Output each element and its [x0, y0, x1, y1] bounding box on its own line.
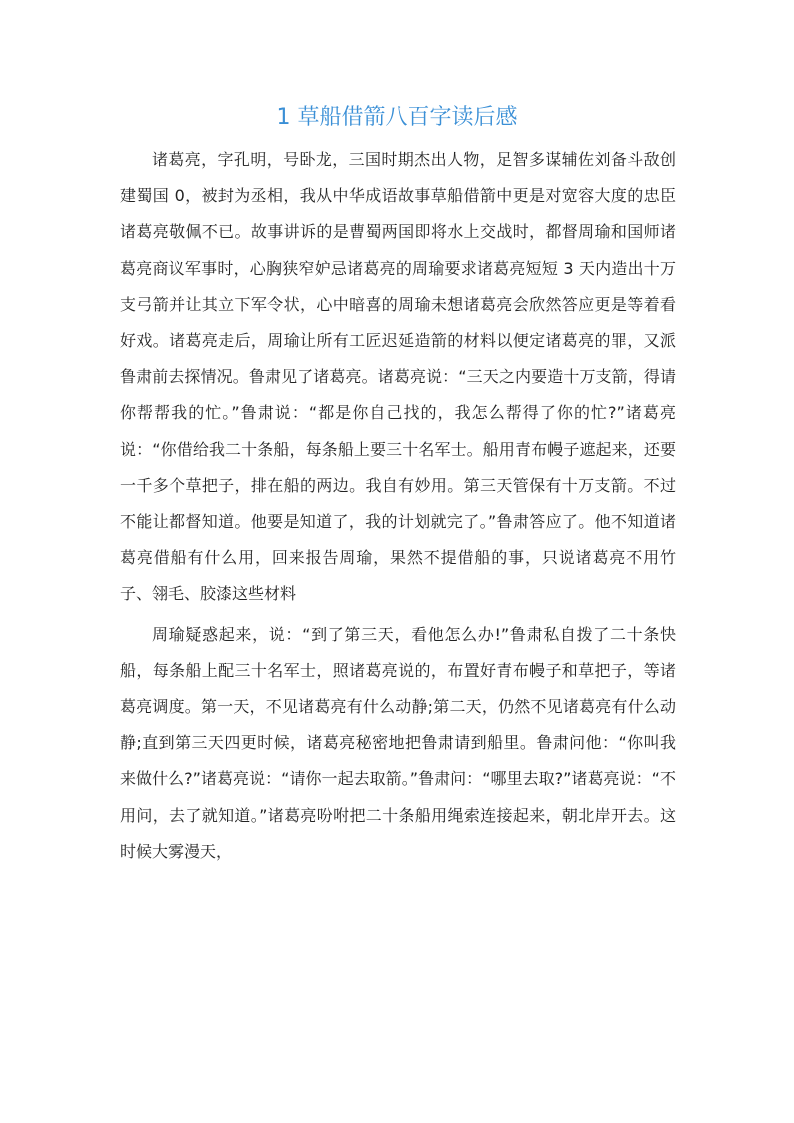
document-body: [120, 142, 676, 870]
document-title: 1 草船借箭八百字读后感: [276, 105, 518, 130]
paragraph-2: 周瑜疑惑起来，说：“到了第三天，看他怎么办!”鲁肃私自拨了二十条快船，每条船上配三十名军士，照诸葛亮说的，布置好青布幔子和草把子，等诸葛亮调度。第一天，不见诸葛亮有什么动静;第二天，仍然不见诸葛亮有什么动静;直到第三天四更时候，诸葛亮秘密地把鲁肃请到船里。鲁肃问他：“你叫我来做什么?”诸葛亮说：“请你一起去取箭。”鲁肃问：“哪里去取?”诸葛亮说：“不用问，去了就知道。”诸葛亮吩咐把二十条船用绳索连接起来，朝北岸开去。这时候大雾漫天，: [120, 624, 676, 861]
paragraph-1: 诸葛亮，字孔明，号卧龙，三国时期杰出人物，足智多谋辅佐刘备斗敌创建蜀国 0，被封为丞相，我从中华成语故事草船借箭中更是对宽容大度的忠臣诸葛亮敬佩不已。故事讲诉的是曹蜀两国即将水上交战时，都督周瑜和国师诸葛亮商议军事时，心胸狭窄妒忌诸葛亮的周瑜要求诸葛亮短短 3 天内造出十万支弓箭并让其立下军令状，心中暗喜的周瑜未想诸葛亮会欣然答应更是等着看好戏。诸葛亮走后，周瑜让所有工匠迟延造箭的材料以便定诸葛亮的罪，又派鲁肃前去探情况。鲁肃见了诸葛亮。诸葛亮说：“三天之内要造十万支箭，得请你帮帮我的忙。”鲁肃说：“都是你自己找的，我怎么帮得了你的忙?”诸葛亮说：“你借给我二十条船，每条船上要三十名军士。船用青布幔子遮起来，还要一千多个草把子，排在船的两边。我自有妙用。第三天管保有十万支箭。不过不能让都督知道。他要是知道了，我的计划就完了。”鲁肃答应了。他不知道诸葛亮借船有什么用，回来报告周瑜，果然不提借船的事，只说诸葛亮不用竹子、翎毛、胶漆这些材料: [120, 150, 676, 604]
